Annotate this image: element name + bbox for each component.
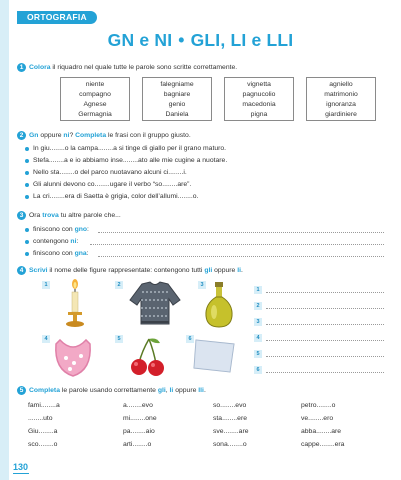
exercise-1-heading [17, 63, 237, 72]
word: falegniame [160, 81, 194, 88]
instruction-text: le parole usando correttamente [59, 387, 158, 394]
item-prefix: contengono [33, 238, 71, 245]
bullet [25, 183, 29, 187]
keyword: lli [198, 387, 204, 394]
page-number-underline [13, 473, 29, 474]
answer-number: 4 [254, 334, 262, 342]
word-blank[interactable]: sco........o [28, 441, 58, 448]
sentence-5[interactable]: La cri........era di Saetta è grigia, color dell’allumi........o. [33, 193, 199, 200]
answer-line[interactable] [266, 372, 384, 373]
word: agniello [329, 81, 353, 88]
word-blank[interactable]: petro........o [301, 402, 336, 409]
exercise-2-heading [17, 131, 191, 140]
keyword: trova [42, 212, 59, 219]
bullet [25, 240, 29, 244]
exercise-number: 4 [17, 266, 26, 275]
word: niente [85, 81, 105, 88]
word: vignetta [247, 81, 271, 88]
word-blank[interactable]: ........uto [28, 415, 53, 422]
word: Germagnia [78, 111, 112, 118]
word-box-3[interactable] [224, 77, 294, 121]
instruction: il riquadro nel quale tutte le parole sono scritte correttamente. [50, 64, 238, 71]
exercise-number: 1 [17, 63, 26, 72]
side-strip [0, 0, 9, 480]
exercise-number: 2 [17, 131, 26, 140]
oil-bottle-picture [202, 280, 236, 330]
keyword: Scrivi [29, 267, 48, 274]
answer-number: 3 [254, 318, 262, 326]
instruction-text: , [165, 387, 170, 394]
item-suffix: : [76, 238, 79, 245]
bib-picture [52, 336, 94, 380]
sentence-2[interactable]: Stefa........a e io abbiamo inse........ato alle mie cugine a nuotare. [33, 157, 228, 164]
picture-number: 3 [198, 281, 206, 289]
picture-number: 2 [115, 281, 123, 289]
exercise-5-heading [17, 386, 206, 395]
word-box-1[interactable] [60, 77, 130, 121]
answer-number: 6 [254, 366, 262, 374]
word-blank[interactable]: abba........are [301, 428, 342, 435]
instruction-text: tu altre parole che... [58, 212, 121, 219]
item-keyword: ni [70, 238, 77, 245]
title-separator: • [178, 30, 185, 50]
word-blank[interactable]: mi........one [123, 415, 157, 422]
word-blank[interactable]: pa........aio [123, 428, 155, 435]
answer-line[interactable] [266, 356, 384, 357]
keyword: Completa [29, 387, 60, 394]
word-box-2[interactable] [142, 77, 212, 121]
item-prefix: finiscono con [33, 250, 75, 257]
instruction-text: le frasi con il gruppo giusto. [106, 132, 191, 139]
word-blank[interactable]: fami........a [28, 402, 60, 409]
instruction-text: il nome delle figure rappresentate: contengono tutti [47, 267, 205, 274]
word-blank[interactable]: sve........are [213, 428, 249, 435]
picture-number: 5 [115, 335, 123, 343]
word-box-4[interactable] [306, 77, 376, 121]
word: Daniela [165, 111, 189, 118]
item-prefix: finiscono con [33, 226, 75, 233]
instruction-text: oppure [212, 267, 238, 274]
word: pagnucolio [242, 91, 276, 98]
instruction-text: . [241, 267, 243, 274]
bullet [25, 195, 29, 199]
sentence-4[interactable]: Gli alunni devono co........ugare il verbo “so........are”. [33, 181, 192, 188]
sheet-picture [192, 336, 238, 376]
instruction-text: Ora [29, 212, 43, 219]
picture-number: 4 [42, 335, 50, 343]
word-blank[interactable]: Giu........a [28, 428, 58, 435]
picture-number: 6 [186, 335, 194, 343]
item-keyword: gna [74, 250, 87, 257]
find-item-2 [33, 237, 78, 246]
instruction-text: ? [69, 132, 76, 139]
bullet [25, 159, 29, 163]
item-suffix: : [86, 250, 89, 257]
title-left: GN e NI [107, 30, 173, 50]
word-blank[interactable]: cappe........era [301, 441, 345, 448]
word: compagno [79, 91, 111, 98]
answer-number: 1 [254, 286, 262, 294]
item-suffix: : [87, 226, 89, 233]
keyword: Colora [29, 64, 51, 71]
bullet [25, 171, 29, 175]
answer-line[interactable] [98, 256, 384, 257]
bullet [25, 147, 29, 151]
exercise-3-heading [17, 211, 121, 220]
answer-line[interactable] [266, 324, 384, 325]
candle-picture [60, 278, 90, 328]
instruction-text: oppure [173, 387, 199, 394]
item-keyword: gno [74, 226, 88, 233]
keyword: gli [204, 267, 213, 274]
keyword: gli [157, 387, 166, 394]
word-blank[interactable]: ve........ero [301, 415, 334, 422]
word-blank[interactable]: sona........o [213, 441, 247, 448]
bullet [25, 252, 29, 256]
word: Agnese [83, 101, 107, 108]
keyword: li [237, 267, 241, 274]
instruction-text: oppure [38, 132, 64, 139]
exercise-number: 3 [17, 211, 26, 220]
answer-number: 5 [254, 350, 262, 358]
picture-number: 1 [42, 281, 50, 289]
answer-number: 2 [254, 302, 262, 310]
answer-line[interactable] [266, 308, 384, 309]
keyword: Completa [75, 132, 107, 139]
page-number: 130 [13, 462, 29, 472]
word: giardiniere [325, 111, 357, 118]
word: ignoranza [326, 101, 356, 108]
answer-line[interactable] [98, 232, 384, 233]
word: matrimonio [324, 91, 358, 98]
answer-line[interactable] [90, 244, 384, 245]
word: macedonia [242, 101, 276, 108]
cherries-picture [128, 336, 168, 378]
bullet [25, 228, 29, 232]
word: pigna [250, 111, 268, 118]
word-blank[interactable]: so........evo [213, 402, 247, 409]
word-blank[interactable]: sta........ere [213, 415, 247, 422]
sweater-picture [128, 280, 182, 326]
word: bagniare [163, 91, 191, 98]
keyword: li [169, 387, 174, 394]
exercise-4-heading [17, 266, 243, 275]
word-blank[interactable]: arti........o [123, 441, 152, 448]
title-right: GLI, LI e LLI [190, 30, 294, 50]
find-item-1 [33, 225, 89, 234]
find-item-3 [33, 249, 89, 258]
answer-line[interactable] [266, 340, 384, 341]
keyword: Gn [29, 132, 39, 139]
keyword: ni [63, 132, 70, 139]
exercise-number: 5 [17, 386, 26, 395]
answer-line[interactable] [266, 292, 384, 293]
word: genio [168, 101, 186, 108]
instruction-text: . [203, 387, 206, 394]
sentence-1[interactable]: In giu........o la campa........a si tinge di giallo per il grano maturo. [33, 145, 227, 152]
word-blank[interactable]: a........evo [123, 402, 153, 409]
page-title [0, 30, 401, 51]
sentence-3[interactable]: Nello sta........o del parco nuotavano alcuni ci........i. [33, 169, 187, 176]
section-tag: ORTOGRAFIA [17, 11, 97, 24]
